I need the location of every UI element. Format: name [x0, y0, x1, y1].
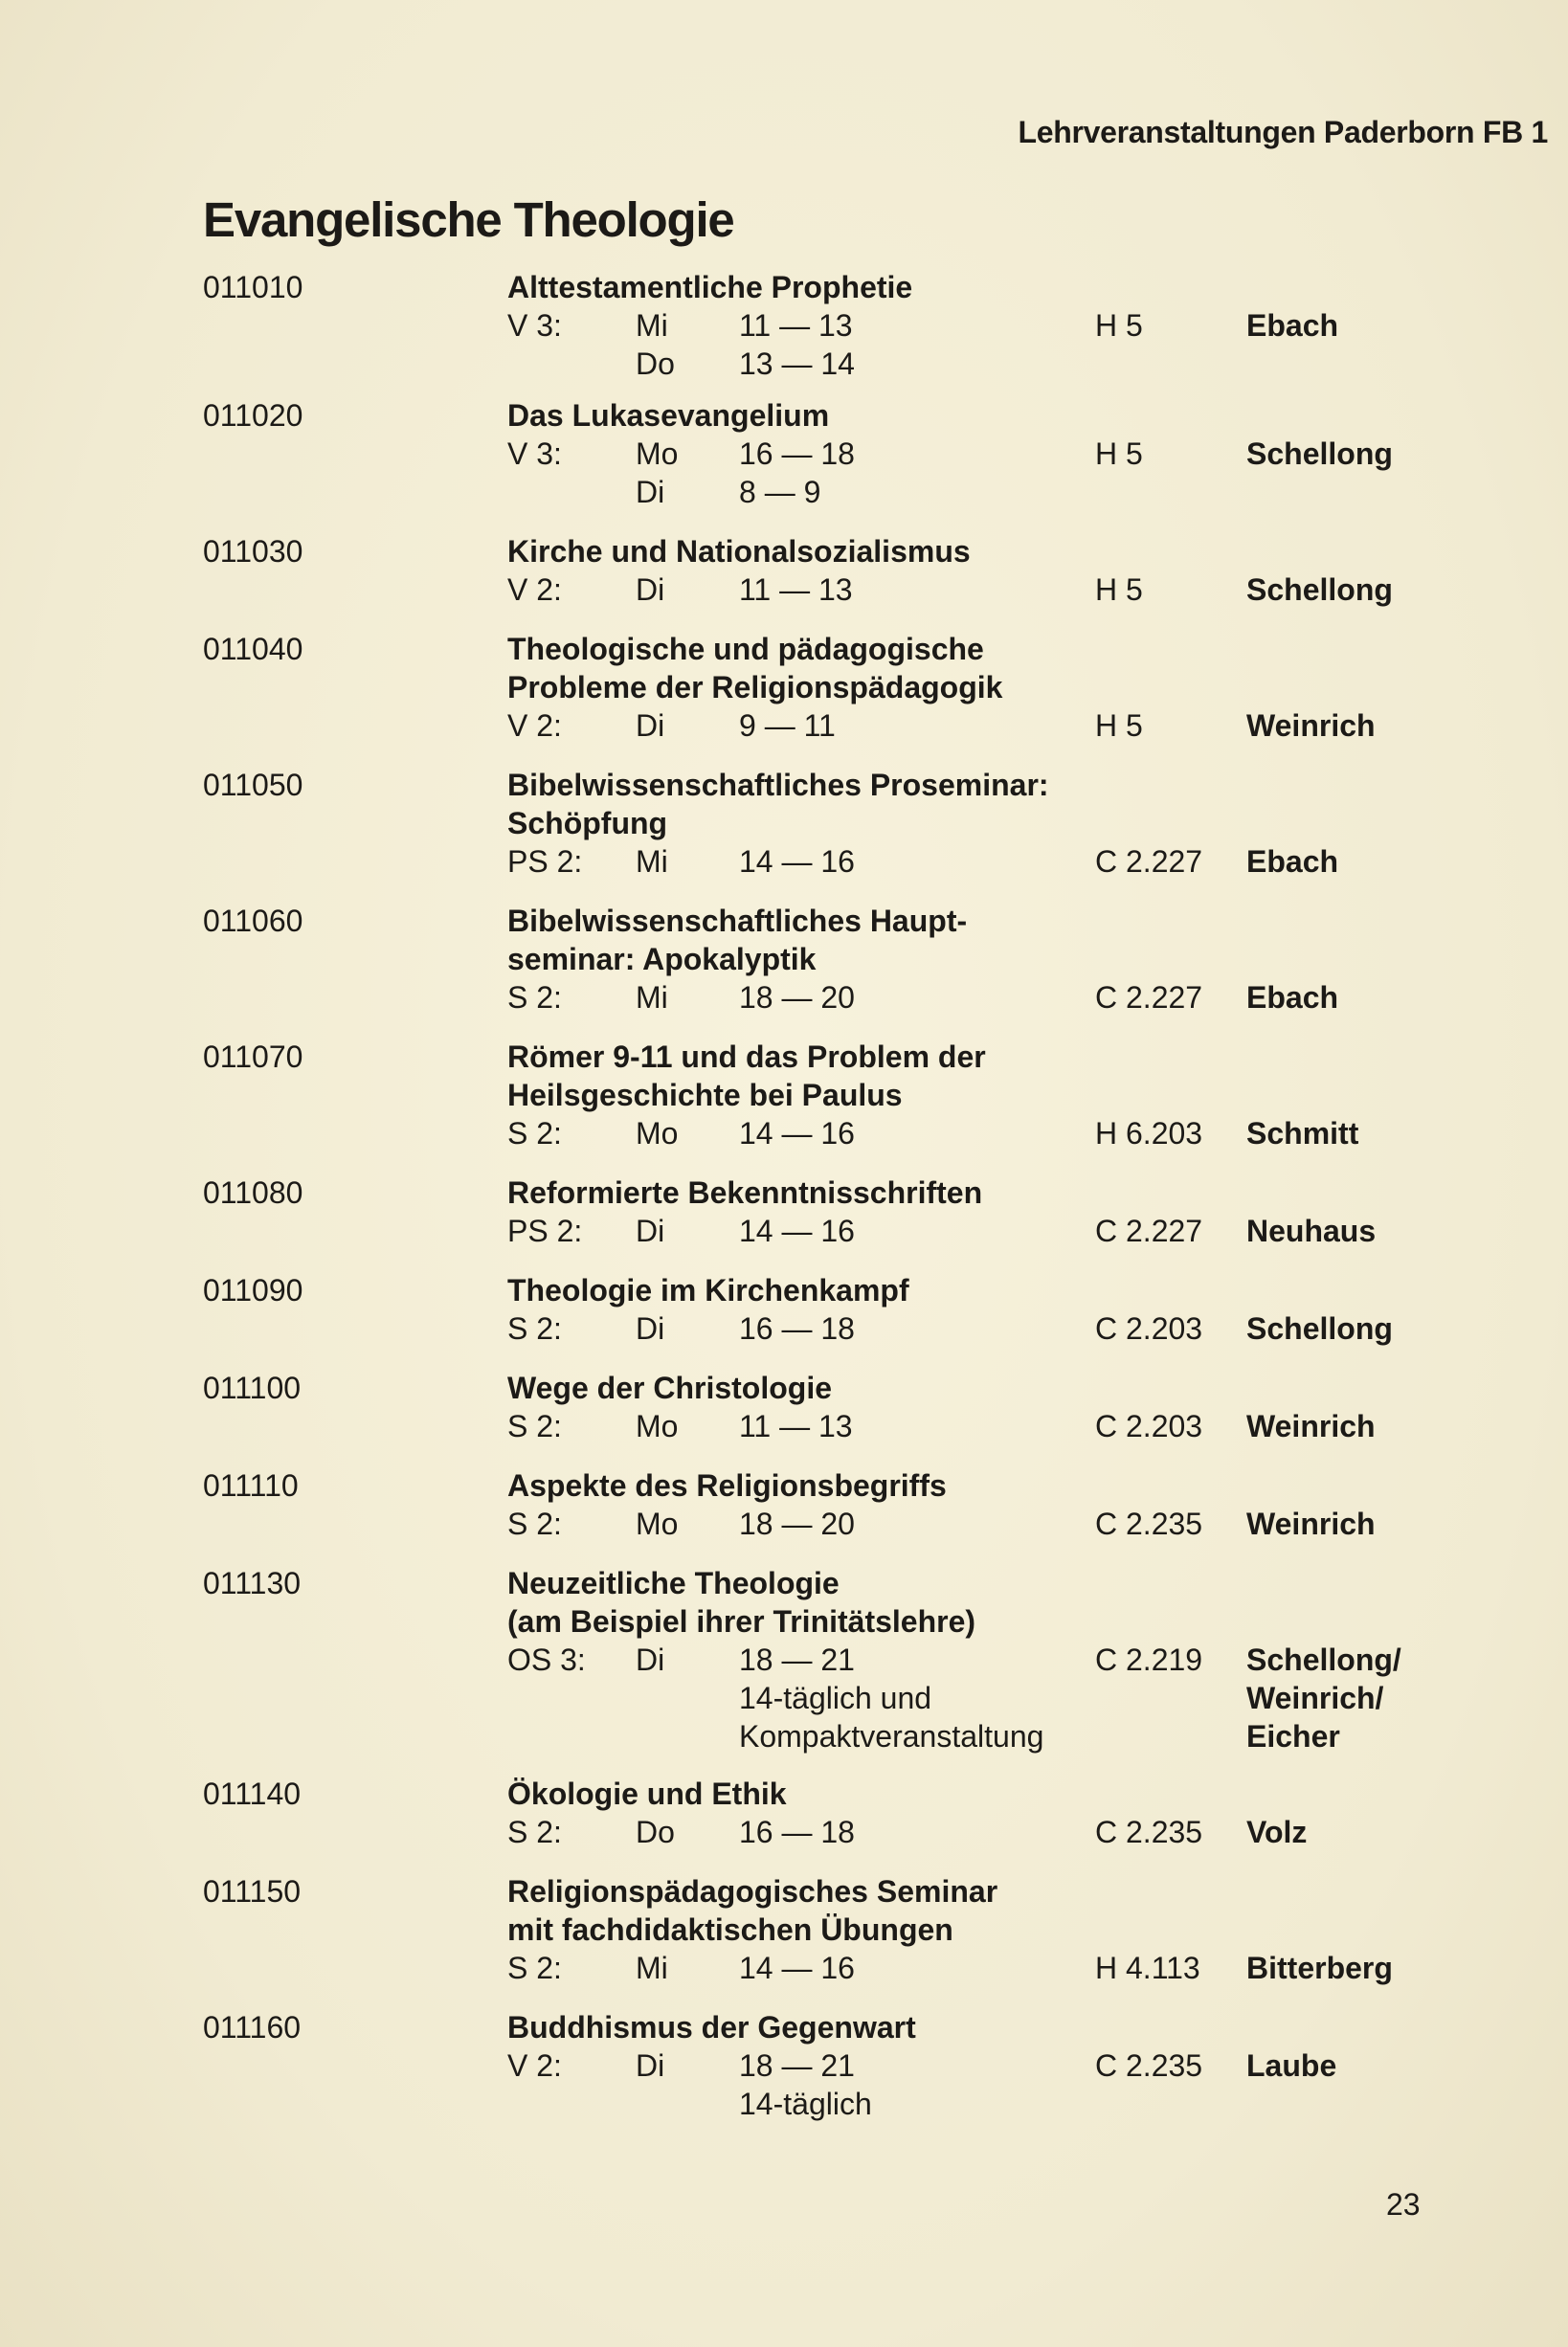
course-time: 14 — 16 [739, 1951, 855, 1985]
schedule-row [507, 435, 1568, 473]
course-room: H 4.113 [1095, 1951, 1200, 1985]
course-entry [0, 1775, 1568, 1851]
schedule-row [507, 1309, 1568, 1348]
course-time: 14 — 16 [739, 1214, 855, 1248]
course-type: PS 2: [507, 844, 583, 879]
course-lecturer: Schellong [1246, 572, 1393, 607]
course-time: 16 — 18 [739, 1311, 855, 1346]
schedule-row [507, 978, 1568, 1017]
course-number: 011010 [203, 270, 303, 304]
course-time: 13 — 14 [739, 346, 855, 381]
course-title-line: Bibelwissenschaftliches Haupt- [507, 904, 968, 938]
course-entry [0, 1564, 1568, 1755]
course-title-line: Kirche und Nationalsozialismus [507, 534, 971, 569]
course-lecturer: Schmitt [1246, 1116, 1359, 1151]
course-title-line: seminar: Apokalyptik [507, 942, 817, 976]
course-type: V 3: [507, 308, 562, 343]
course-title-line: Theologie im Kirchenkampf [507, 1273, 909, 1308]
course-room: H 5 [1095, 572, 1143, 607]
course-room: C 2.227 [1095, 1214, 1203, 1248]
course-day: Mo [636, 436, 679, 471]
course-room: H 6.203 [1095, 1116, 1203, 1151]
course-entry [0, 902, 1568, 1017]
course-body [507, 766, 1568, 881]
course-type: S 2: [507, 1311, 562, 1346]
running-header: Lehrveranstaltungen Paderborn FB 1 [1018, 115, 1548, 149]
schedule-row [507, 1679, 1568, 1717]
schedule-row [507, 1717, 1568, 1755]
course-day: Do [636, 1815, 675, 1849]
schedule-row [507, 1505, 1568, 1543]
course-lecturer: Weinrich/ [1246, 1681, 1384, 1715]
course-title-line: (am Beispiel ihrer Trinitätslehre) [507, 1604, 976, 1639]
course-day: Mi [636, 1951, 668, 1985]
course-list [0, 268, 1568, 2144]
course-body [507, 1174, 1568, 1250]
course-number: 011020 [203, 398, 303, 433]
course-body [507, 1466, 1568, 1543]
course-number: 011150 [203, 1874, 302, 1909]
course-day: Do [636, 346, 675, 381]
course-time: 11 — 13 [739, 308, 853, 343]
schedule-row [507, 842, 1568, 881]
course-entry [0, 532, 1568, 609]
course-title-line: Wege der Christologie [507, 1371, 833, 1405]
page-number: 23 [1386, 2187, 1421, 2222]
course-day: Di [636, 572, 665, 607]
course-time: 18 — 21 [739, 1643, 855, 1677]
course-time: 14 — 16 [739, 1116, 855, 1151]
course-title-line: Bibelwissenschaftliches Proseminar: [507, 768, 1049, 802]
course-day: Mi [636, 980, 668, 1015]
course-time: 14-täglich [739, 2087, 872, 2121]
course-lecturer: Bitterberg [1246, 1951, 1393, 1985]
course-type: S 2: [507, 1116, 562, 1151]
course-body [507, 1271, 1568, 1348]
course-room: H 5 [1095, 436, 1143, 471]
course-number: 011110 [203, 1468, 299, 1503]
course-body [507, 532, 1568, 609]
course-room: C 2.235 [1095, 2048, 1203, 2083]
schedule-row [507, 1114, 1568, 1152]
course-day: Mo [636, 1409, 679, 1443]
course-day: Mi [636, 308, 668, 343]
schedule-row [507, 1641, 1568, 1679]
course-body [507, 902, 1568, 1017]
course-time: 18 — 21 [739, 2048, 855, 2083]
schedule-row [507, 1212, 1568, 1250]
course-day: Di [636, 475, 665, 509]
course-title-line: Probleme der Religionspädagogik [507, 670, 1003, 704]
course-room: H 5 [1095, 708, 1143, 743]
schedule-row [507, 1407, 1568, 1445]
course-day: Di [636, 2048, 665, 2083]
course-number: 011160 [203, 2010, 302, 2045]
course-room: H 5 [1095, 308, 1143, 343]
schedule-row [507, 570, 1568, 609]
course-lecturer: Schellong [1246, 436, 1393, 471]
course-room: C 2.235 [1095, 1507, 1203, 1541]
course-body [507, 2008, 1568, 2123]
course-time: 16 — 18 [739, 1815, 855, 1849]
course-time: 11 — 13 [739, 572, 853, 607]
course-time: 9 — 11 [739, 708, 836, 743]
schedule-row [507, 473, 1568, 511]
course-time: Kompaktveranstaltung [739, 1719, 1044, 1754]
course-body [507, 1369, 1568, 1445]
course-entry [0, 268, 1568, 383]
course-type: S 2: [507, 980, 562, 1015]
course-type: OS 3: [507, 1643, 586, 1677]
course-type: S 2: [507, 1409, 562, 1443]
course-lecturer: Volz [1246, 1815, 1308, 1849]
course-entry [0, 630, 1568, 745]
course-title-line: Aspekte des Religionsbegriffs [507, 1468, 947, 1503]
course-entry [0, 766, 1568, 881]
course-type: S 2: [507, 1815, 562, 1849]
course-title-line: Römer 9-11 und das Problem der [507, 1039, 986, 1074]
course-lecturer: Laube [1246, 2048, 1337, 2083]
course-time: 11 — 13 [739, 1409, 853, 1443]
course-day: Mo [636, 1116, 679, 1151]
course-body [507, 1775, 1568, 1851]
course-body [507, 630, 1568, 745]
course-type: S 2: [507, 1507, 562, 1541]
course-lecturer: Schellong [1246, 1311, 1393, 1346]
course-body [507, 1872, 1568, 1987]
schedule-row [507, 2046, 1568, 2085]
course-entry [0, 1174, 1568, 1250]
course-time: 16 — 18 [739, 436, 855, 471]
course-room: C 2.203 [1095, 1311, 1203, 1346]
course-title-line: Theologische und pädagogische [507, 632, 984, 666]
schedule-row [507, 2085, 1568, 2123]
course-number: 011080 [203, 1175, 303, 1210]
schedule-row [507, 706, 1568, 745]
course-number: 011030 [203, 534, 303, 569]
course-entry [0, 1369, 1568, 1445]
course-number: 011050 [203, 768, 303, 802]
course-type: PS 2: [507, 1214, 583, 1248]
course-body [507, 1038, 1568, 1152]
course-number: 011060 [203, 904, 303, 938]
course-title-line: Das Lukasevangelium [507, 398, 830, 433]
course-day: Di [636, 1643, 665, 1677]
course-body [507, 396, 1568, 511]
course-time: 18 — 20 [739, 1507, 855, 1541]
course-number: 011090 [203, 1273, 303, 1308]
course-entry [0, 2008, 1568, 2123]
course-room: C 2.227 [1095, 980, 1203, 1015]
course-title-line: Buddhismus der Gegenwart [507, 2010, 916, 2045]
course-entry [0, 396, 1568, 511]
course-type: V 2: [507, 2048, 562, 2083]
course-room: C 2.219 [1095, 1643, 1203, 1677]
course-day: Di [636, 708, 665, 743]
course-number: 011070 [203, 1039, 303, 1074]
schedule-row [507, 1813, 1568, 1851]
course-type: S 2: [507, 1951, 562, 1985]
course-lecturer: Weinrich [1246, 708, 1376, 743]
course-time: 14-täglich und [739, 1681, 932, 1715]
course-body [507, 1564, 1568, 1755]
course-lecturer: Ebach [1246, 308, 1339, 343]
course-entry [0, 1466, 1568, 1543]
course-day: Di [636, 1311, 665, 1346]
course-title-line: Religionspädagogisches Seminar [507, 1874, 998, 1909]
course-title-line: Reformierte Bekenntnisschriften [507, 1175, 983, 1210]
course-type: V 2: [507, 572, 562, 607]
course-time: 8 — 9 [739, 475, 821, 509]
course-lecturer: Ebach [1246, 844, 1339, 879]
schedule-row [507, 345, 1568, 383]
course-title-line: Alttestamentliche Prophetie [507, 270, 913, 304]
course-number: 011100 [203, 1371, 302, 1405]
course-lecturer: Ebach [1246, 980, 1339, 1015]
course-entry [0, 1038, 1568, 1152]
course-lecturer: Weinrich [1246, 1507, 1376, 1541]
course-type: V 2: [507, 708, 562, 743]
course-room: C 2.235 [1095, 1815, 1203, 1849]
course-type: V 3: [507, 436, 562, 471]
course-day: Mo [636, 1507, 679, 1541]
course-title-line: Heilsgeschichte bei Paulus [507, 1078, 903, 1112]
course-lecturer: Weinrich [1246, 1409, 1376, 1443]
course-number: 011140 [203, 1777, 302, 1811]
course-lecturer: Neuhaus [1246, 1214, 1377, 1248]
course-time: 18 — 20 [739, 980, 855, 1015]
course-lecturer: Eicher [1246, 1719, 1340, 1754]
course-number: 011130 [203, 1566, 302, 1600]
course-day: Di [636, 1214, 665, 1248]
schedule-row [507, 306, 1568, 345]
schedule-row [507, 1949, 1568, 1987]
section-title: Evangelische Theologie [203, 192, 734, 247]
course-room: C 2.227 [1095, 844, 1203, 879]
course-title-line: Neuzeitliche Theologie [507, 1566, 840, 1600]
course-entry [0, 1872, 1568, 1987]
course-entry [0, 1271, 1568, 1348]
course-body [507, 268, 1568, 383]
course-title-line: Schöpfung [507, 806, 668, 840]
course-time: 14 — 16 [739, 844, 855, 879]
course-title-line: Ökologie und Ethik [507, 1777, 787, 1811]
course-title-line: mit fachdidaktischen Übungen [507, 1912, 953, 1947]
course-lecturer: Schellong/ [1246, 1643, 1401, 1677]
course-room: C 2.203 [1095, 1409, 1203, 1443]
course-day: Mi [636, 844, 668, 879]
course-number: 011040 [203, 632, 303, 666]
